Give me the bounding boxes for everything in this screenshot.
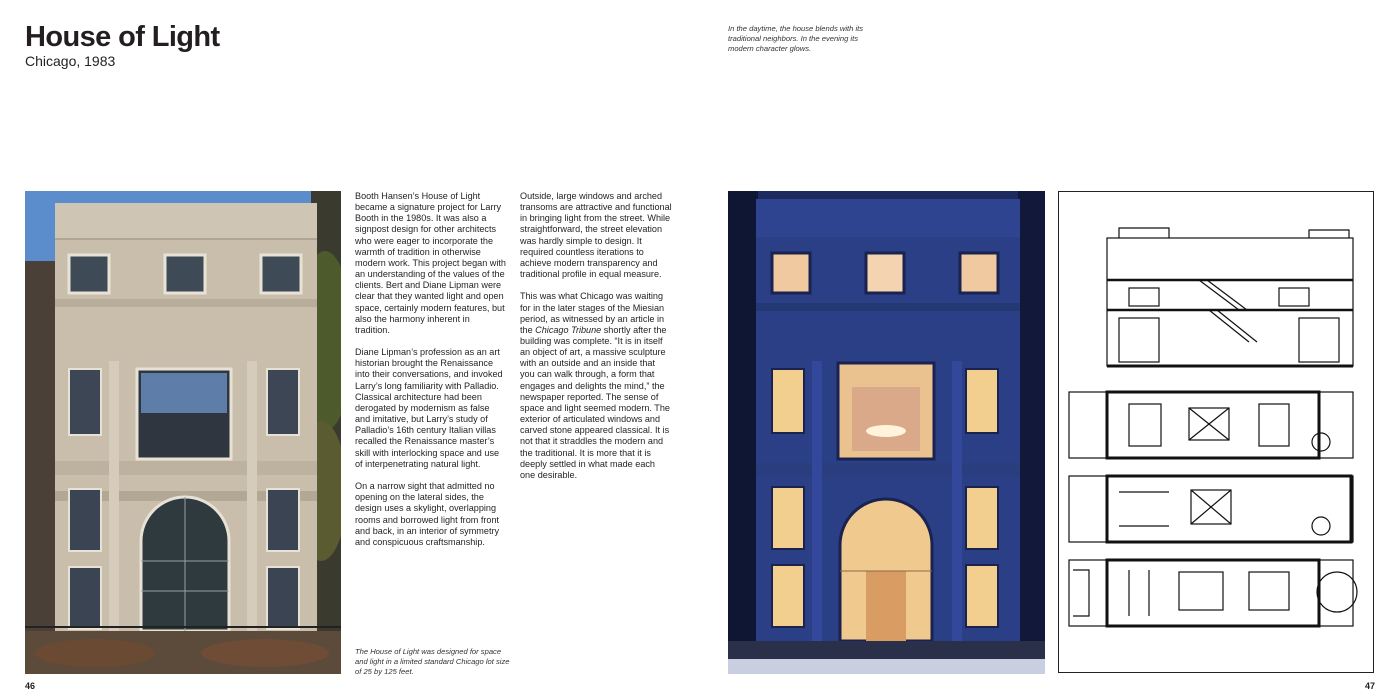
paragraph: Diane Lipman’s profession as an art historian brought the Renaissance into their conversations, and invoked Larry’s long familiarity with Palladio. Classical architecture had been derogated by modernism as false and imitative, but Larry’s study of Palladio’s 16th century Italian villas recalled the Renaissance master’s skill with interlocking space and use of interpenetrating natural light. [355, 347, 503, 469]
page-number-left: 46 [25, 681, 36, 691]
paragraph-text: This was what Chicago was waiting for in the later stages of the Miesian period, as witnessed by an article in the [520, 291, 665, 335]
publication-name: Chicago Tribune [535, 324, 602, 335]
paragraph-text: shortly after the building was complete. “It is in itself an object of art, a massive sculpture with an outside and an inside that you can walk through, a form that engages and delights the mind,” the newspaper reported. The sense of space and light seemed modern. The exterior of articulated windows and carved stone appeared classical. It is not that it straddles the modern and the traditional. It is more that it is deeply settled in what made each one desirable. [520, 324, 670, 480]
paragraph [520, 291, 672, 481]
night-facade-photo [728, 191, 1045, 674]
paragraph: Booth Hansen’s House of Light became a signature project for Larry Booth in the 1980s. It was also a signpost design for other architects who were eager to incorporate the warmth of tradition in otherwise modern work. This project began with an understanding of the values of the clients. Bert and Diane Lipman were clear that they wanted light and open space, certainly modern features, but also the harmony inherent in tradition. [355, 191, 506, 335]
page-number-right: 47 [1365, 681, 1376, 691]
section-and-floor-plans-drawing [1058, 191, 1374, 673]
caption-night-photo: In the daytime, the house blends with its traditional neighbors. In the evening its modern character glows. [728, 24, 864, 53]
daytime-facade-photo [25, 191, 341, 674]
paragraph: On a narrow sight that admitted no opening on the lateral sides, the design uses a skylight, overlapping rooms and borrowed light from front and back, in an interior of symmetry and conspicuous craftsmanship. [355, 481, 500, 547]
body-text-column-1 [355, 191, 507, 559]
caption-daytime-photo: The House of Light was designed for space and light in a limited standard Chicago lot size of 25 by 125 feet. [355, 647, 510, 676]
page-title: House of Light [25, 21, 220, 53]
paragraph: Outside, large windows and arched transoms are attractive and functional in bringing light from the street. While straightforward, the street elevation was hardly simple to design. It required countless iterations to achieve modern transparency and traditional profile in equal measure. [520, 191, 672, 280]
body-text-column-2 [520, 191, 672, 492]
page-subtitle: Chicago, 1983 [25, 53, 116, 69]
